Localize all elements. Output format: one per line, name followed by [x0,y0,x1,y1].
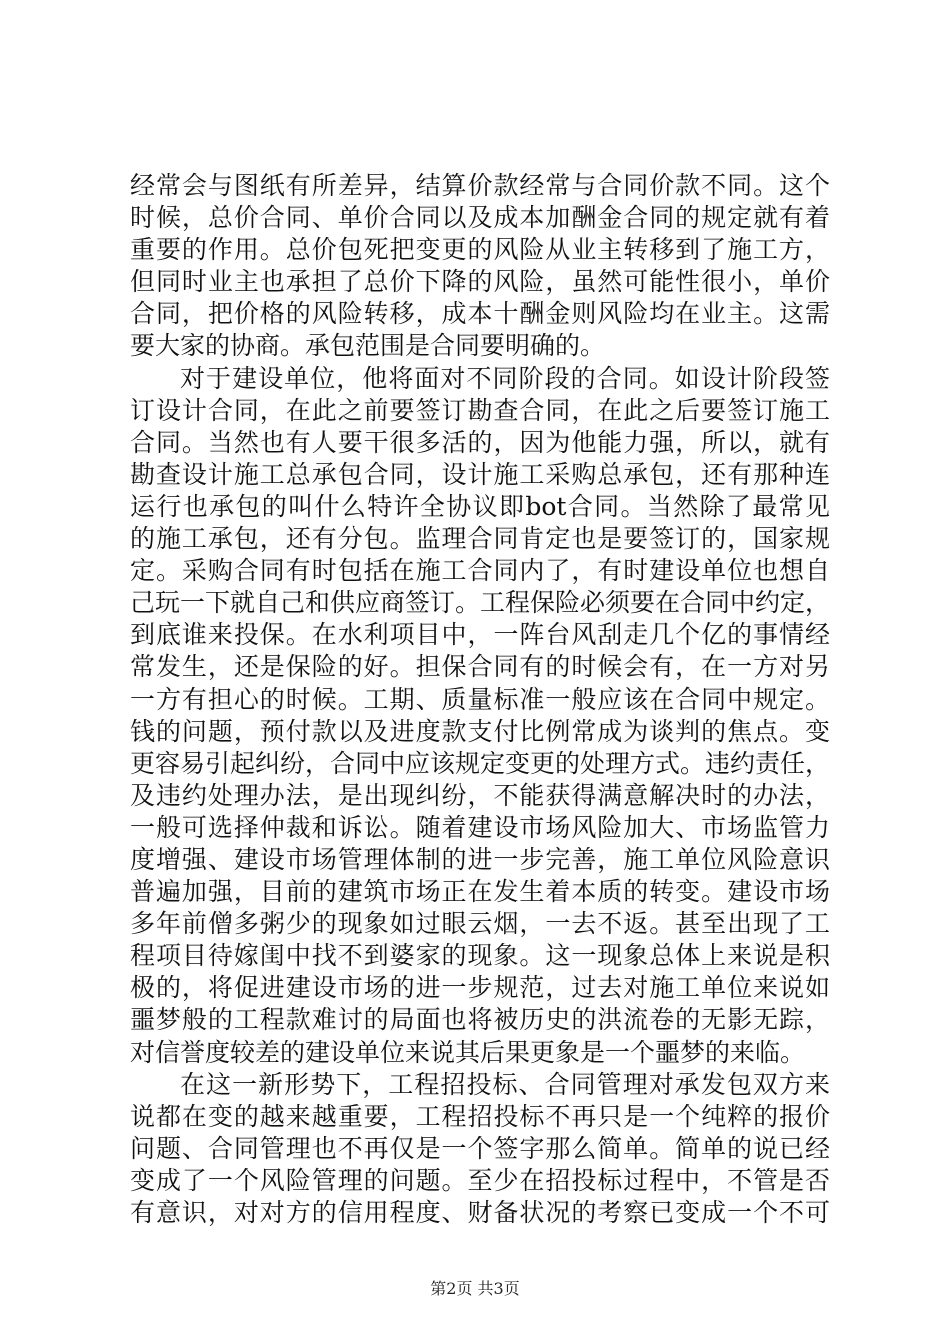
text-line: 变成了一个风险管理的问题。至少在招投标过程中，不管是否 [130,1165,830,1195]
text-line: 一方有担心的时候。工期、质量标准一般应该在合同中规定。 [130,684,830,714]
text-line: 有意识，对对方的信用程度、财备状况的考察已变成一个不可 [130,1198,830,1227]
page-footer [0,1276,950,1299]
text-line: 对信誉度较差的建设单位来说其后果更象是一个噩梦的来临。 [130,1037,806,1067]
paragraph-start-line: 在这一新形势下，工程招投标、合同管理对承发包双方来 [180,1069,830,1099]
text-line: 要大家的协商。承包范围是合同要明确的。 [130,331,606,361]
text-line: 钱的问题，预付款以及进度款支付比例常成为谈判的焦点。变 [130,716,830,746]
text-line: 常发生，还是保险的好。担保合同有的时候会有，在一方对另 [130,652,830,682]
text-line: 合同。当然也有人要干很多活的，因为他能力强，所以，就有 [130,427,830,457]
text-line: 合同，把价格的风险转移，成本十酬金则风险均在业主。这需 [130,299,830,329]
text-line: 极的，将促进建设市场的进一步规范，过去对施工单位来说如 [130,973,830,1003]
document-body [130,170,830,1229]
text-line: 时候，总价合同、单价合同以及成本加酬金合同的规定就有着 [130,203,830,233]
paragraph-start-line: 对于建设单位，他将面对不同阶段的合同。如设计阶段签 [180,363,830,393]
text-line: 问题、合同管理也不再仅是一个签字那么简单。简单的说已经 [130,1133,830,1163]
text-line: 到底谁来投保。在水利项目中，一阵台风刮走几个亿的事情经 [130,620,830,650]
text-line: 及违约处理办法，是出现纠纷，不能获得满意解决时的办法， [130,780,830,810]
text-line: 多年前僧多粥少的现象如过眼云烟，一去不返。甚至出现了工 [130,909,830,939]
text-line: 度增强、建设市场管理体制的进一步完善，施工单位风险意识 [130,844,830,874]
text-line: 运行也承包的叫什么特许全协议即bot合同。当然除了最常见 [130,491,830,521]
text-line: 己玩一下就自己和供应商签订。工程保险必须要在合同中约定， [130,588,830,618]
text-line: 经常会与图纸有所差异，结算价款经常与合同价款不同。这个 [130,171,830,200]
text-line: 重要的作用。总价包死把变更的风险从业主转移到了施工方， [130,235,830,265]
text-line: 普遍加强，目前的建筑市场正在发生着本质的转变。建设市场 [130,877,830,907]
text-line: 但同时业主也承担了总价下降的风险，虽然可能性很小，单价 [130,267,830,297]
text-line: 更容易引起纠纷，合同中应该规定变更的处理方式。违约责任， [130,748,830,778]
text-line: 说都在变的越来越重要，工程招投标不再只是一个纯粹的报价 [130,1101,830,1131]
text-line: 订设计合同，在此之前要签订勘查合同，在此之后要签订施工 [130,395,830,425]
text-line: 一般可选择仲裁和诉讼。随着建设市场风险加大、市场监管力 [130,812,830,842]
text-line: 程项目待嫁闺中找不到婆家的现象。这一现象总体上来说是积 [130,941,830,971]
text-line: 定。采购合同有时包括在施工合同内了，有时建设单位也想自 [130,556,830,586]
text-line: 勘查设计施工总承包合同，设计施工采购总承包，还有那种连 [130,459,830,489]
text-line: 噩梦般的工程款难讨的局面也将被历史的洪流卷的无影无踪， [130,1005,830,1035]
page-number-label: 第2页 共3页 [430,1279,520,1298]
text-line: 的施工承包，还有分包。监理合同肯定也是要签订的，国家规 [130,524,830,554]
